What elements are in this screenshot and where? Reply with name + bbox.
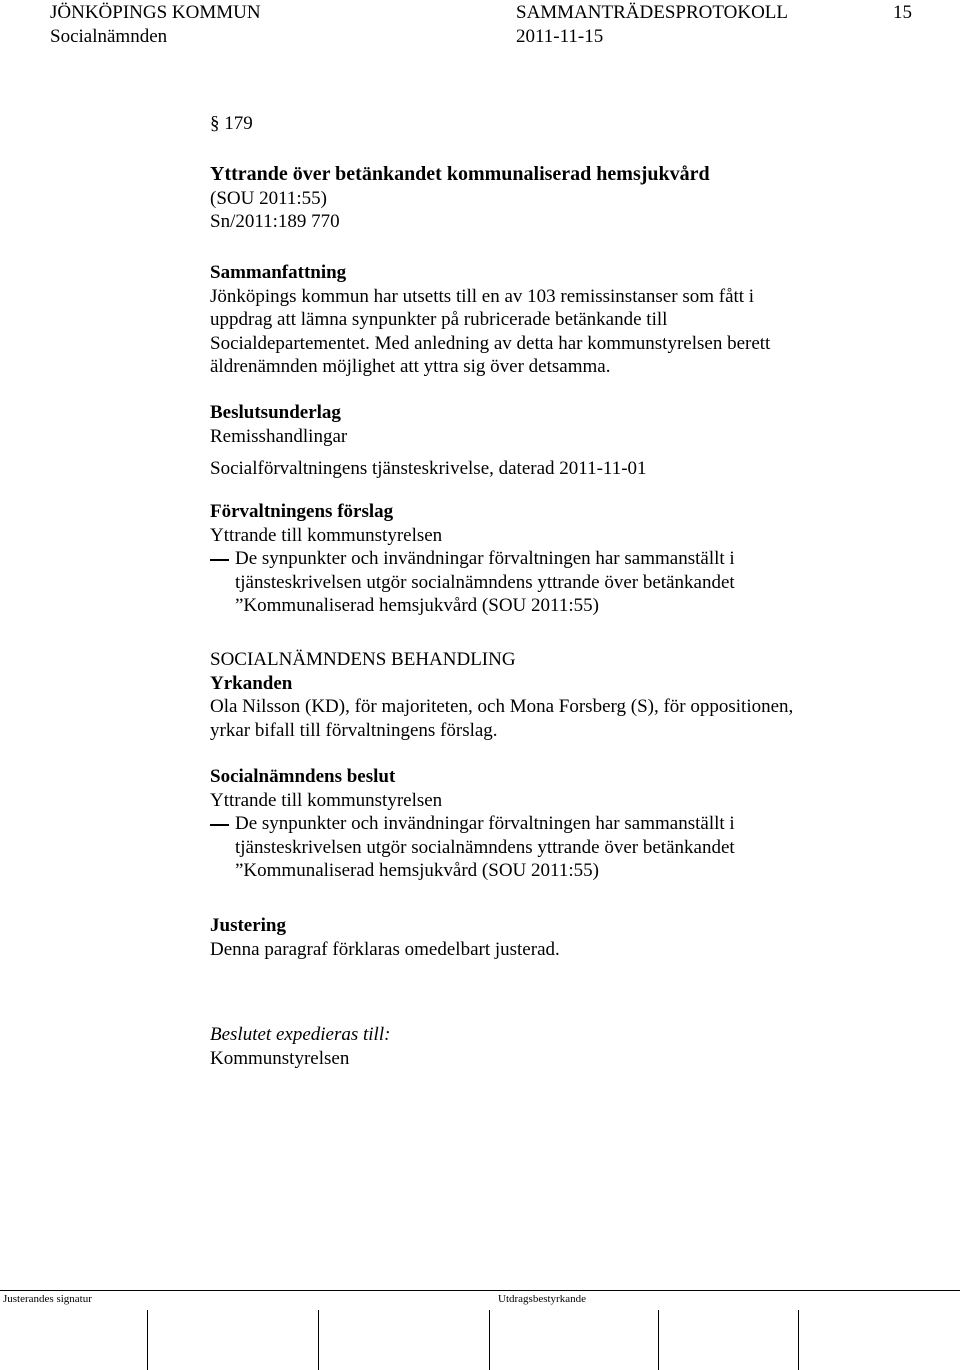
- adjustment-heading: Justering: [210, 915, 286, 936]
- header-board: Socialnämnden: [50, 26, 168, 47]
- treatment-heading: SOCIALNÄMNDENS BEHANDLING: [210, 649, 516, 670]
- proposal-bullet: [210, 547, 910, 571]
- decision-intro: Yttrande till kommunstyrelsen: [210, 789, 443, 811]
- dispatch-recipient: Kommunstyrelsen: [210, 1047, 350, 1069]
- paragraph-number-line: [210, 112, 253, 136]
- summary-section: [210, 261, 910, 379]
- paragraph-title-line2: (SOU 2011:55): [210, 187, 327, 209]
- signature-label: Justerandes signatur: [3, 1293, 92, 1305]
- dispatch-label: Beslutet expedieras till:: [210, 1024, 391, 1045]
- header-date: 2011-11-15: [516, 26, 604, 47]
- basis-heading: Beslutsunderlag: [210, 402, 341, 423]
- paragraph-title-line1: Yttrande över betänkandet kommunaliserad hemsjukvård: [210, 163, 710, 185]
- signature-box-divider: [147, 1310, 148, 1370]
- dash-marker: [210, 824, 229, 826]
- footer-divider: [0, 1290, 960, 1291]
- signature-box-divider: [658, 1310, 659, 1370]
- basis-item: Socialförvaltningens tjänsteskrivelse, daterad 2011-11-01: [210, 458, 647, 479]
- basis-section: [210, 401, 910, 481]
- proposal-bullet-line: ”Kommunaliserad hemsjukvård (SOU 2011:55): [235, 595, 599, 616]
- proposal-heading: Förvaltningens förslag: [210, 501, 394, 522]
- proposal-bullet-line: De synpunkter och invändningar förvaltningen har sammanställt i: [235, 548, 735, 569]
- summary-line: Jönköpings kommun har utsetts till en av 103 remissinstanser som fått i: [210, 285, 755, 307]
- dash-marker: [210, 559, 229, 561]
- decision-bullet: [210, 812, 910, 836]
- basis-item: Remisshandlingar: [210, 425, 348, 447]
- treatment-section: [210, 648, 910, 742]
- decision-bullet-line: ”Kommunaliserad hemsjukvård (SOU 2011:55): [235, 860, 599, 881]
- decision-bullet-line: De synpunkter och invändningar förvaltningen har sammanställt i: [235, 813, 735, 834]
- paragraph-number: 179: [224, 113, 253, 134]
- decision-section: [210, 765, 910, 883]
- decision-bullet-line: tjänsteskrivelsen utgör socialnämndens yttrande över betänkandet: [235, 836, 735, 858]
- header-page-number: 15: [893, 2, 912, 23]
- proposal-section: [210, 500, 910, 618]
- extract-label: Utdragsbestyrkande: [498, 1293, 586, 1305]
- proposal-intro: Yttrande till kommunstyrelsen: [210, 524, 443, 546]
- paragraph-title-block: [210, 163, 910, 234]
- claims-line: yrkar bifall till förvaltningens förslag.: [210, 719, 498, 741]
- paragraph-symbol: §: [210, 113, 220, 134]
- header-org: JÖNKÖPINGS KOMMUN: [50, 2, 261, 23]
- claims-heading: Yrkanden: [210, 672, 293, 694]
- summary-line: Socialdepartementet. Med anledning av detta har kommunstyrelsen berett: [210, 332, 771, 354]
- decision-heading: Socialnämndens beslut: [210, 766, 396, 787]
- header-doc-type: SAMMANTRÄDESPROTOKOLL: [516, 2, 789, 23]
- summary-line: uppdrag att lämna synpunkter på rubricerade betänkande till: [210, 309, 668, 330]
- summary-heading: Sammanfattning: [210, 262, 347, 283]
- summary-line: äldrenämnden möjlighet att yttra sig över detsamma.: [210, 356, 611, 377]
- proposal-bullet-line: tjänsteskrivelsen utgör socialnämndens yttrande över betänkandet: [235, 571, 735, 593]
- adjustment-section: [210, 914, 910, 961]
- claims-line: Ola Nilsson (KD), för majoriteten, och Mona Forsberg (S), för oppositionen,: [210, 696, 794, 717]
- adjustment-text: Denna paragraf förklaras omedelbart justerad.: [210, 938, 560, 960]
- signature-box-divider: [318, 1310, 319, 1370]
- signature-box-divider: [489, 1310, 490, 1370]
- case-number: Sn/2011:189 770: [210, 211, 340, 232]
- signature-box-divider: [798, 1310, 799, 1370]
- dispatch-section: [210, 1023, 910, 1070]
